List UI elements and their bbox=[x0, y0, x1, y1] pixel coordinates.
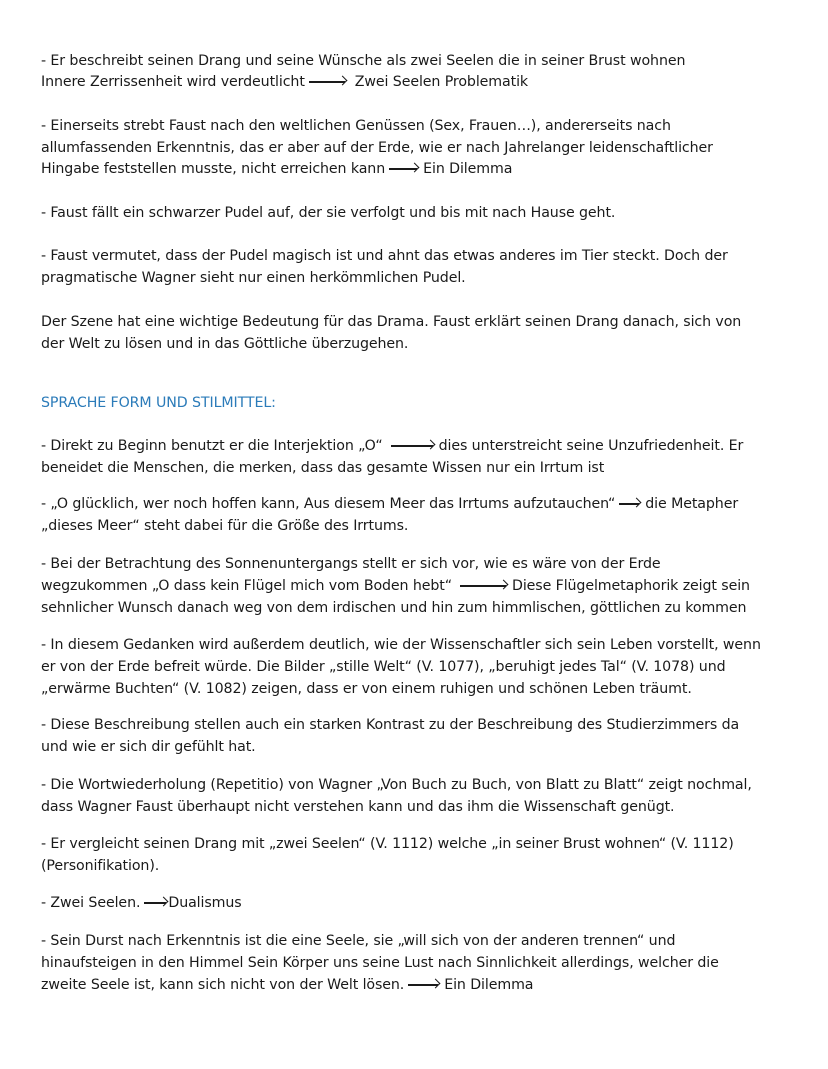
section-heading: SPRACHE FORM UND STILMITTEL: bbox=[41, 395, 276, 411]
arrow-icon bbox=[309, 81, 345, 83]
text-segment: Dualismus bbox=[168, 895, 242, 911]
text-segment: zweite Seele ist, kann sich nicht von der Welt lösen. bbox=[41, 977, 405, 993]
text-segment: die Metapher bbox=[645, 496, 739, 512]
text-line: - Die Wortwiederholung (Repetitio) von Wagner „Von Buch zu Buch, von Blatt zu Blatt“ zeigt nochmal, bbox=[41, 777, 752, 793]
arrow-icon bbox=[389, 168, 417, 170]
text-segment: dies unterstreicht seine Unzufriedenheit. Er bbox=[438, 438, 744, 454]
text-line bbox=[41, 575, 811, 597]
text-segment: - Direkt zu Beginn benutzt er die Interjektion „O“ bbox=[41, 438, 383, 454]
text-line bbox=[41, 158, 811, 180]
text-line: hinaufsteigen in den Himmel Sein Körper uns seine Lust nach Sinnlichkeit allerdings, welcher die bbox=[41, 955, 719, 971]
text-line: und wie er sich dir gefühlt hat. bbox=[41, 739, 256, 755]
text-segment: Zwei Seelen Problematik bbox=[354, 74, 529, 90]
text-line: - In diesem Gedanken wird außerdem deutlich, wie der Wissenschaftler sich sein Leben vorstellt, wenn bbox=[41, 637, 761, 653]
text-line: - Faust fällt ein schwarzer Pudel auf, der sie verfolgt und bis mit nach Hause geht. bbox=[41, 205, 616, 221]
text-line: (Personifikation). bbox=[41, 858, 160, 874]
text-segment: - Zwei Seelen. bbox=[41, 895, 141, 911]
text-line bbox=[41, 892, 811, 914]
text-line: - Faust vermutet, dass der Pudel magisch ist und ahnt das etwas anderes im Tier steckt. Doch der bbox=[41, 248, 728, 264]
text-line: - Diese Beschreibung stellen auch ein starken Kontrast zu der Beschreibung des Studierzimmers da bbox=[41, 717, 740, 733]
text-line bbox=[41, 974, 811, 996]
text-segment: Ein Dilemma bbox=[444, 977, 534, 993]
arrow-icon bbox=[391, 445, 433, 447]
text-line: beneidet die Menschen, die merken, dass das gesamte Wissen nur ein Irrtum ist bbox=[41, 460, 605, 476]
text-segment: wegzukommen „O dass kein Flügel mich vom Boden hebt“ bbox=[41, 578, 453, 594]
text-line bbox=[41, 71, 811, 93]
text-segment: - „O glücklich, wer noch hoffen kann, Aus diesem Meer das Irrtums aufzutauchen“ bbox=[41, 496, 616, 512]
text-line: - Bei der Betrachtung des Sonnenuntergangs stellt er sich vor, wie es wäre von der Erde bbox=[41, 556, 661, 572]
text-line: sehnlicher Wunsch danach weg von dem irdischen und hin zum himmlischen, göttlichen zu kommen bbox=[41, 600, 747, 616]
arrow-icon bbox=[144, 902, 166, 904]
text-line: dass Wagner Faust überhaupt nicht verstehen kann und das ihm die Wissenschaft genügt. bbox=[41, 799, 675, 815]
text-segment: Innere Zerrissenheit wird verdeutlicht bbox=[41, 74, 305, 90]
text-segment: Diese Flügelmetaphorik zeigt sein bbox=[512, 578, 750, 594]
text-line: - Er beschreibt seinen Drang und seine Wünsche als zwei Seelen die in seiner Brust wohnen bbox=[41, 53, 686, 69]
text-segment: Ein Dilemma bbox=[423, 161, 513, 177]
text-line: Der Szene hat eine wichtige Bedeutung für das Drama. Faust erklärt seinen Drang danach, sich von bbox=[41, 314, 742, 330]
text-line: „erwärme Buchten“ (V. 1082) zeigen, dass er von einem ruhigen und schönen Leben träumt. bbox=[41, 681, 692, 697]
text-line: er von der Erde befreit würde. Die Bilder „stille Welt“ (V. 1077), „beruhigt jedes Tal“ (V. 1078) und bbox=[41, 659, 726, 675]
arrow-icon bbox=[619, 503, 639, 505]
arrow-icon bbox=[460, 585, 506, 587]
text-line: - Er vergleicht seinen Drang mit „zwei Seelen“ (V. 1112) welche „in seiner Brust wohnen“ (V. 1112) bbox=[41, 836, 734, 852]
text-line: der Welt zu lösen und in das Göttliche überzugehen. bbox=[41, 336, 409, 352]
text-line: - Sein Durst nach Erkenntnis ist die eine Seele, sie „will sich von der anderen trennen“ und bbox=[41, 933, 676, 949]
text-segment: Hingabe feststellen musste, nicht erreichen kann bbox=[41, 161, 386, 177]
arrow-icon bbox=[408, 984, 438, 986]
text-line: allumfassenden Erkenntnis, das er aber auf der Erde, wie er nach Jahrelanger leidenschaftlicher bbox=[41, 140, 713, 156]
text-line: pragmatische Wagner sieht nur einen herkömmlichen Pudel. bbox=[41, 270, 466, 286]
text-line: - Einerseits strebt Faust nach den weltlichen Genüssen (Sex, Frauen…), andererseits nach bbox=[41, 118, 671, 134]
text-line bbox=[41, 493, 811, 515]
text-line: „dieses Meer“ steht dabei für die Größe des Irrtums. bbox=[41, 518, 409, 534]
text-line bbox=[41, 435, 811, 457]
